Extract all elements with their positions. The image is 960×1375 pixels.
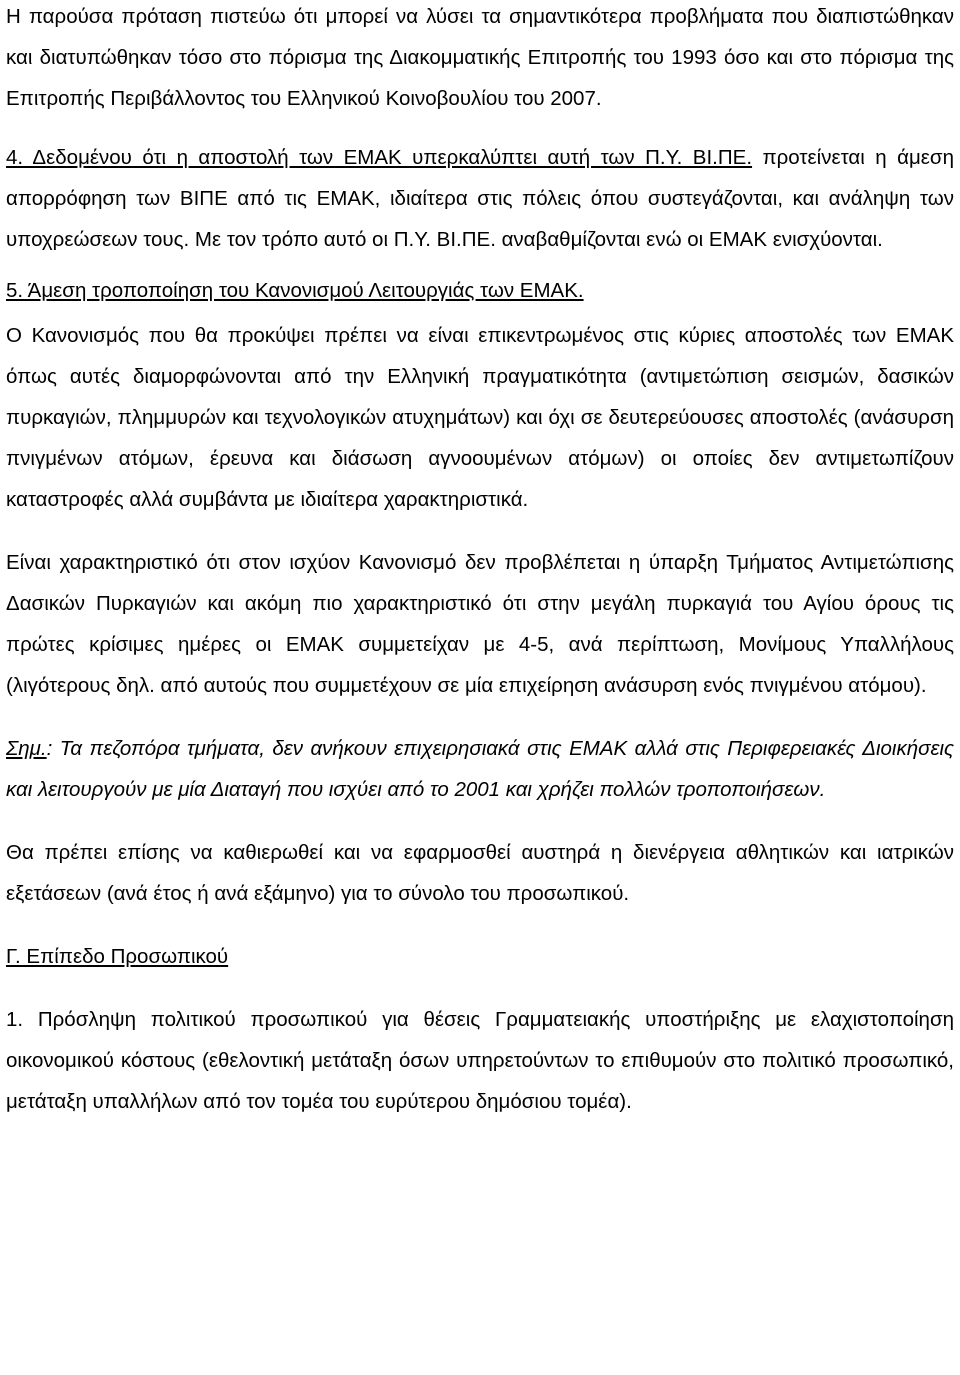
item-1-paragraph bbox=[6, 999, 954, 1122]
item-5-heading bbox=[6, 270, 954, 311]
regulation-text: Ο Κανονισμός που θα προκύψει πρέπει να είναι επικεντρωμένος στις κύριες αποστολές των ΕΜΑΚ όπως αυτές διαμορφώνονται από την Ελληνική πραγματικότητα (αντιμετώπιση σεισμών, δασικών πυρκαγιών, πλημμυρών και τεχνολογικών ατυχημάτων) και όχι σε δευτερεύουσες αποστολές (ανάσυρση πνιγμένων ατόμων, έρευνα και διάσωση αγνοουμένων ατόμων) οι οποίες δεν αντιμετωπίζουν καταστροφές αλλά συμβάντα με ιδιαίτερα χαρακτηριστικά. bbox=[6, 324, 954, 511]
item-1-text: 1. Πρόσληψη πολιτικού προσωπικού για θέσεις Γραμματειακής υποστήριξης με ελαχιστοποίηση οικονομικού κόστους (εθελοντική μετάταξη όσων υπηρετούντων το επιθυμούν στο πολιτικό προσωπικό, μετάταξη υπαλλήλων από τον τομέα του ευρύτερου δημόσιου τομέα). bbox=[6, 1008, 954, 1113]
item-4-paragraph bbox=[6, 137, 954, 260]
fitness-text: Θα πρέπει επίσης να καθιερωθεί και να εφαρμοσθεί αυστηρά η διενέργεια αθλητικών και ιατρικών εξετάσεων (ανά έτος ή ανά εξάμηνο) για το σύνολο του προσωπικού. bbox=[6, 841, 954, 905]
item-5-heading-text: 5. Άμεση τροποποίηση του Κανονισμού Λειτουργιάς των ΕΜΑΚ. bbox=[6, 279, 584, 302]
item-4-underlined: 4. Δεδομένου ότι η αποστολή των ΕΜΑΚ υπερκαλύπτει αυτή των Π.Υ. ΒΙ.ΠΕ. bbox=[6, 146, 753, 169]
note-label: Σημ. bbox=[6, 737, 47, 760]
section-c-heading-text: Γ. Επίπεδο Προσωπικού bbox=[6, 945, 229, 968]
regulation-paragraph bbox=[6, 315, 954, 520]
current-regulation-text: Είναι χαρακτηριστικό ότι στον ισχύον Κανονισμό δεν προβλέπεται η ύπαρξη Τμήματος Αντιμετώπισης Δασικών Πυρκαγιών και ακόμη πιο χαρακτηριστικό ότι στην μεγάλη πυρκαγιά του Αγίου όρους τις πρώτες κρίσιμες ημέρες οι ΕΜΑΚ συμμετείχαν με 4-5, ανά περίπτωση, Μονίμους Υπαλλήλους (λιγότερους δηλ. από αυτούς που συμμετέχουν σε μία επιχείρηση ανάσυρση ενός πνιγμένου ατόμου). bbox=[6, 551, 954, 697]
note-text: : Τα πεζοπόρα τμήματα, δεν ανήκουν επιχειρησιακά στις ΕΜΑΚ αλλά στις Περιφερειακές Διοικήσεις και λειτουργούν με μία Διαταγή που ισχύει από το 2001 και χρήζει πολλών τροποποιήσεων. bbox=[6, 737, 954, 801]
section-c-heading bbox=[6, 936, 954, 977]
note-paragraph bbox=[6, 728, 954, 810]
intro-text: Η παρούσα πρόταση πιστεύω ότι μπορεί να λύσει τα σημαντικότερα προβλήματα που διαπιστώθηκαν και διατυπώθηκαν τόσο στο πόρισμα της Διακομματικής Επιτροπής του 1993 όσο και στο πόρισμα της Επιτροπής Περιβάλλοντος του Ελληνικού Κοινοβουλίου του 2007. bbox=[6, 5, 954, 110]
intro-paragraph bbox=[6, 0, 954, 119]
item-4-text: προτείνεται η άμεση απορρόφηση των ΒΙΠΕ από τις ΕΜΑΚ, ιδιαίτερα στις πόλεις όπου συστεγάζονται, και ανάληψη των υποχρεώσεων τους. Με τον τρόπο αυτό οι Π.Υ. ΒΙ.ΠΕ. αναβαθμίζονται ενώ οι ΕΜΑΚ ενισχύονται. bbox=[6, 146, 954, 251]
fitness-paragraph bbox=[6, 832, 954, 914]
current-regulation-paragraph bbox=[6, 542, 954, 706]
